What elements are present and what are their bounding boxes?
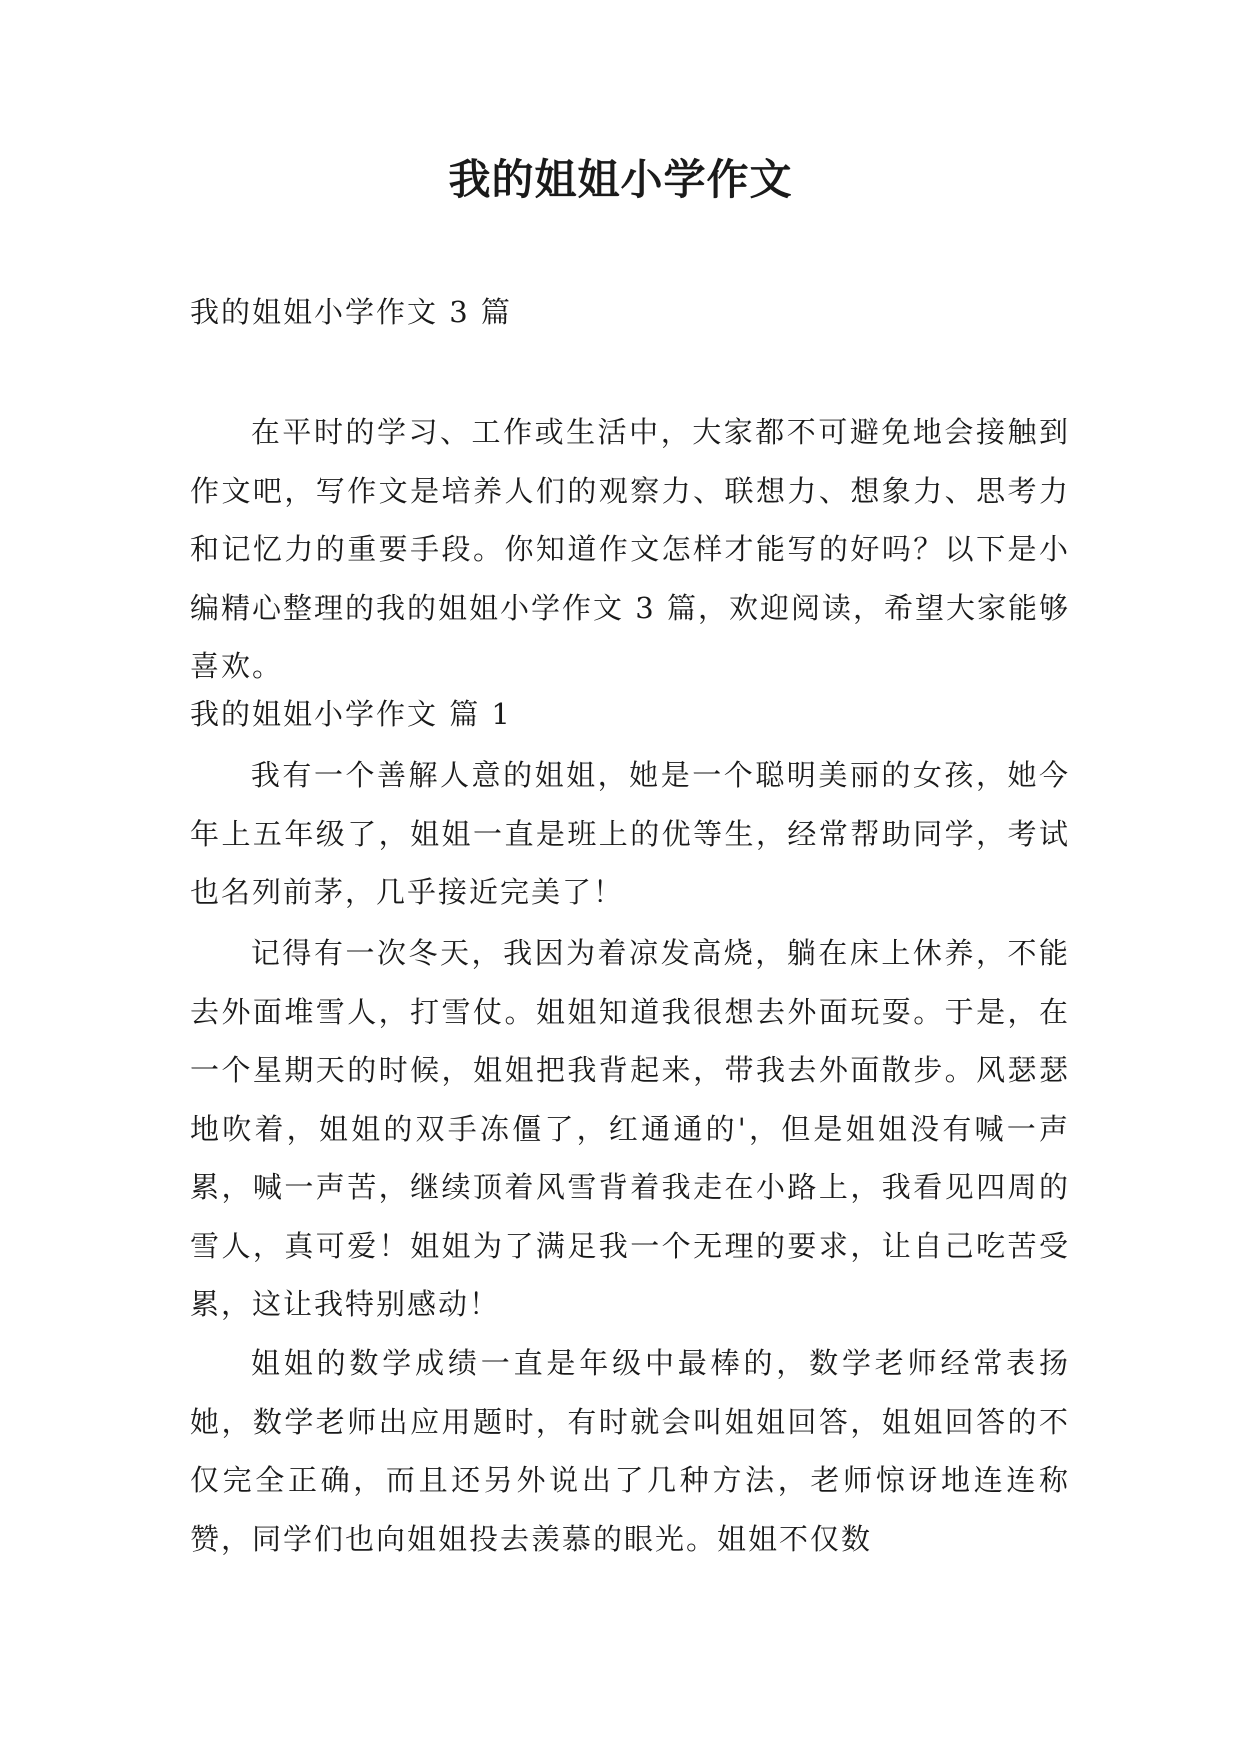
section-heading: 我的姐姐小学作文 篇 1 (190, 697, 512, 731)
document-title: 我的姐姐小学作文 (448, 155, 793, 204)
document-subtitle: 我的姐姐小学作文 3 篇 (190, 295, 512, 329)
intro-paragraph: 在平时的学习、工作或生活中，大家都不可避免地会接触到作文吧，写作文是培养人们的观察力、联想力、想象力、思考力和记忆力的重要手段。你知道作文怎样才能写的好吗？以下是小编精心整理的我的姐姐小学作文 3 篇，欢迎阅读，希望大家能够喜欢。 (190, 415, 1070, 683)
body-paragraph-2: 记得有一次冬天，我因为着凉发高烧，躺在床上休养，不能去外面堆雪人，打雪仗。姐姐知道我很想去外面玩耍。于是，在一个星期天的时候，姐姐把我背起来，带我去外面散步。风瑟瑟地吹着，姐姐的双手冻僵了，红通通的'，但是姐姐没有喊一声累，喊一声苦，继续顶着风雪背着我走在小路上，我看见四周的雪人，真可爱！姐姐为了满足我一个无理的要求，让自己吃苦受累，这让我特别感动！ (190, 936, 1070, 1321)
body-paragraph-3: 姐姐的数学成绩一直是年级中最棒的，数学老师经常表扬她，数学老师出应用题时，有时就会叫姐姐回答，姐姐回答的不仅完全正确，而且还另外说出了几种方法，老师惊讶地连连称赞，同学们也向姐姐投去羡慕的眼光。姐姐不仅数 (190, 1346, 1070, 1556)
body-paragraph-1: 我有一个善解人意的姐姐，她是一个聪明美丽的女孩，她今年上五年级了，姐姐一直是班上的优等生，经常帮助同学，考试也名列前茅，几乎接近完美了！ (190, 758, 1070, 909)
